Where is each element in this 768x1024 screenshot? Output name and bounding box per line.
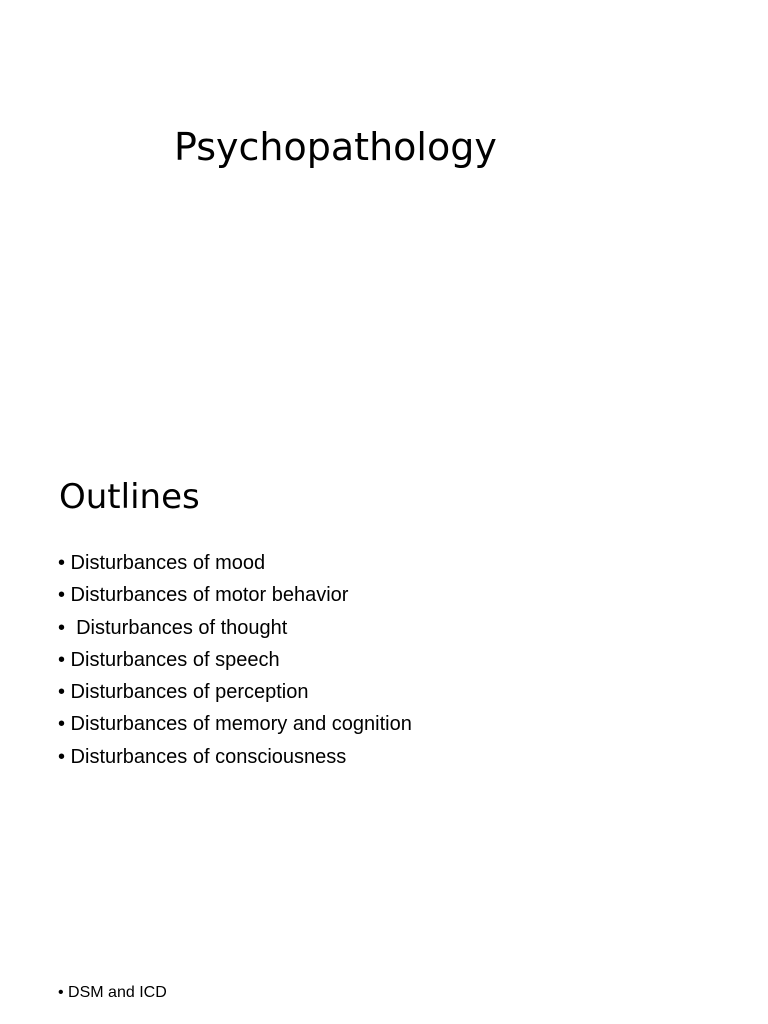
outlines-heading: Outlines	[59, 477, 200, 517]
list-item: • Disturbances of perception	[58, 681, 309, 704]
outline-list	[58, 547, 412, 773]
dsm-icd-list	[58, 982, 167, 1004]
list-item: • Disturbances of mood	[58, 552, 266, 574]
list-item: • DSM and ICD	[58, 984, 167, 1001]
list-item: • Disturbances of speech	[58, 648, 280, 671]
slide-title: Psychopathology	[174, 125, 497, 169]
list-item: • Disturbances of thought	[58, 616, 288, 639]
list-item: • Disturbances of memory and cognition	[58, 713, 412, 736]
list-item: • Disturbances of motor behavior	[58, 584, 349, 607]
list-item: • Disturbances of consciousness	[58, 745, 347, 768]
